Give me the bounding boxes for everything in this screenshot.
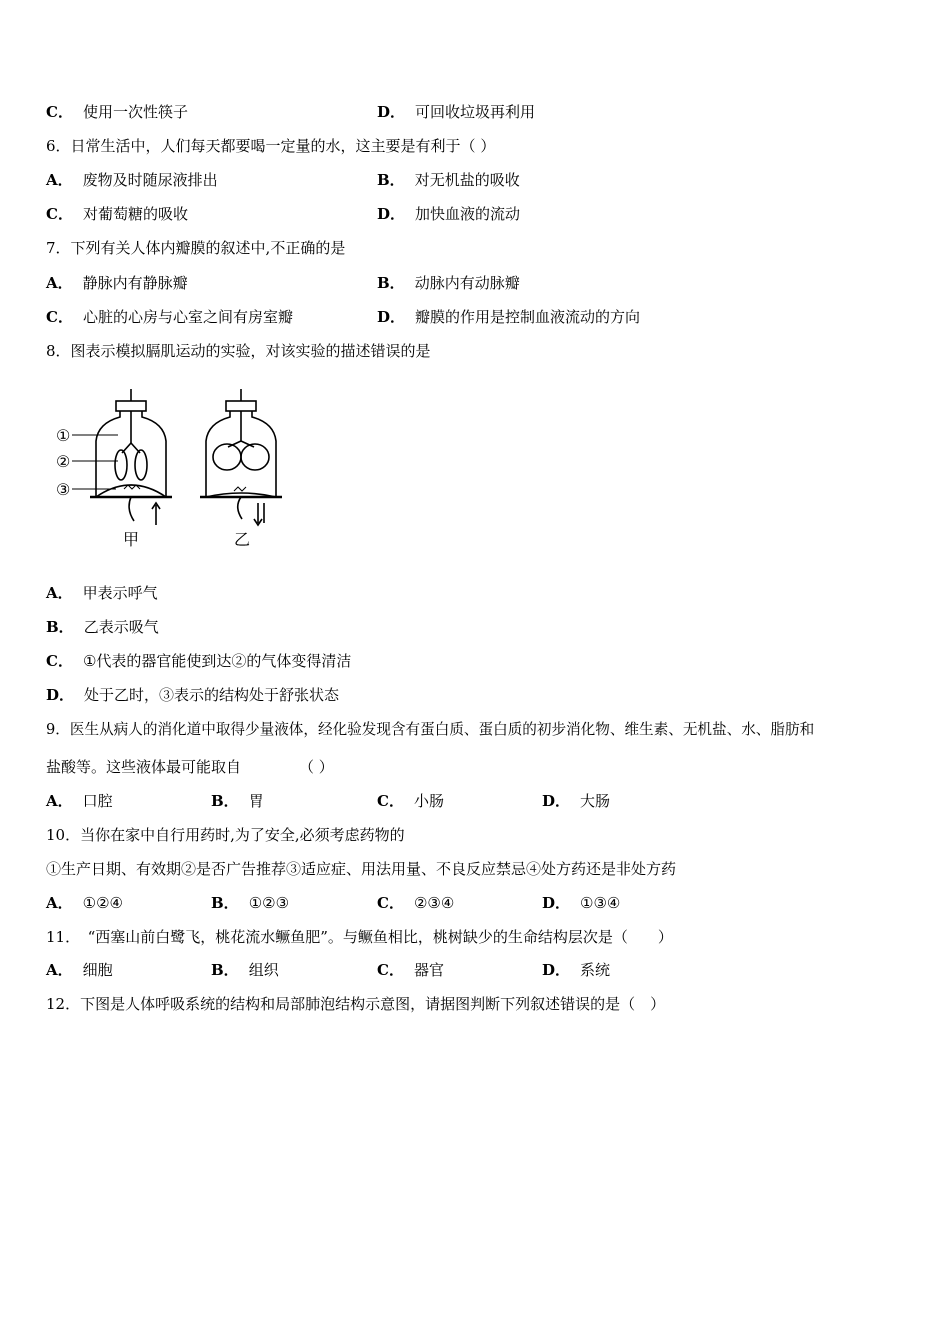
q5-option-c: C． 使用一次性筷子 (46, 103, 188, 121)
q9-option-d: D． 大肠 (542, 792, 611, 810)
q10-stem: 10．当你在家中自行用药时,为了安全,必须考虑药物的 (46, 826, 405, 844)
mark-3: ③ (56, 480, 71, 499)
q8-option-c: C． ①代表的器官能使到达②的气体变得清洁 (46, 652, 352, 670)
diaphragm-model-figure (56, 385, 296, 550)
q9-stem-line1: 9．医生从病人的消化道中取得少量液体，经化验发现含有蛋白质、蛋白质的初步消化物、维生素、无机盐、水、脂肪和 (46, 721, 815, 738)
bell-jar-left-icon (90, 389, 172, 525)
q7-stem: 7．下列有关人体内瓣膜的叙述中,不正确的是 (46, 239, 346, 257)
q8-option-a: A． 甲表示呼气 (46, 584, 158, 602)
q8-option-b: B． 乙表示吸气 (46, 618, 159, 636)
q10-items: ①生产日期、有效期②是否广告推荐③适应症、用法用量、不良反应禁忌④处方药还是非处方药 (46, 860, 677, 878)
mark-1: ① (56, 426, 71, 445)
bell-jar-right-icon (200, 389, 282, 525)
q9-option-a: A． 口腔 (46, 792, 113, 810)
q11-option-b: B． 组织 (211, 961, 279, 979)
q7-option-c: C． 心脏的心房与心室之间有房室瓣 (46, 308, 293, 326)
q7-option-a: A． 静脉内有静脉瓣 (46, 274, 188, 292)
q10-option-a: A． ①②④ (46, 894, 123, 912)
q6-option-b: B． 对无机盐的吸收 (377, 171, 520, 189)
q9-stem-line2: 盐酸等。这些液体最可能取自 （ ） (46, 758, 334, 776)
q11-stem: 11． “西塞山前白鹭飞，桃花流水鳜鱼肥”。与鳜鱼相比，桃树缺少的生命结构层次是（ ） (46, 928, 673, 946)
q11-option-c: C． 器官 (377, 961, 444, 979)
q10-option-b: B． ①②③ (211, 894, 290, 912)
q10-option-d: D． ①③④ (542, 894, 621, 912)
q11-option-d: D． 系统 (542, 961, 611, 979)
caption-right: 乙 (234, 530, 251, 549)
q7-option-b: B． 动脉内有动脉瓣 (377, 274, 520, 292)
q9-paren: （ ） (299, 758, 334, 776)
mark-2: ② (56, 452, 71, 471)
q7-option-d: D． 瓣膜的作用是控制血液流动的方向 (377, 308, 641, 326)
q6-stem: 6．日常生活中，人们每天都要喝一定量的水，这主要是有利于（ ） (46, 137, 496, 155)
q9-option-c: C． 小肠 (377, 792, 444, 810)
caption-left: 甲 (123, 530, 140, 549)
q9-option-b: B． 胃 (211, 792, 264, 810)
q6-option-c: C． 对葡萄糖的吸收 (46, 205, 188, 223)
q8-option-d: D． 处于乙时，③表示的结构处于舒张状态 (46, 686, 340, 704)
q10-option-c: C． ②③④ (377, 894, 455, 912)
q5-option-d: D． 可回收垃圾再利用 (377, 103, 536, 121)
q6-option-a: A． 废物及时随尿液排出 (46, 171, 218, 189)
q12-stem: 12．下图是人体呼吸系统的结构和局部肺泡结构示意图，请据图判断下列叙述错误的是（ ） (46, 995, 666, 1013)
q6-option-d: D． 加快血液的流动 (377, 205, 521, 223)
q8-stem: 8．图表示模拟膈肌运动的实验，对该实验的描述错误的是 (46, 342, 431, 360)
q11-option-a: A． 细胞 (46, 961, 113, 979)
